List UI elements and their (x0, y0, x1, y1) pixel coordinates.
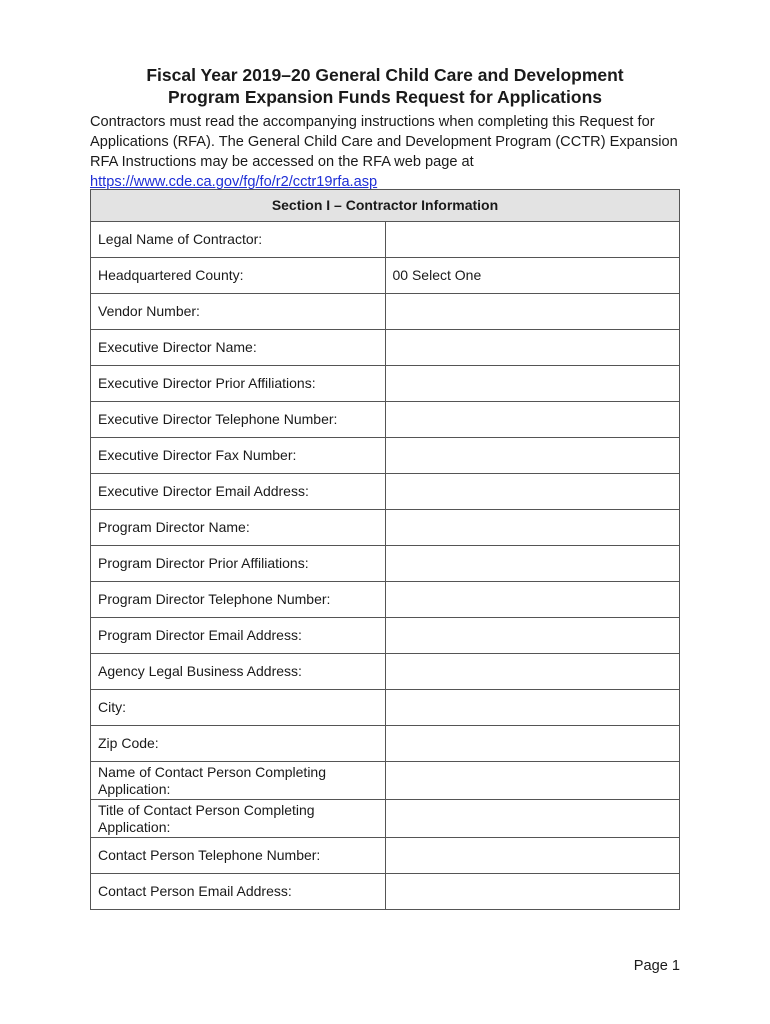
intro-paragraph (90, 112, 680, 192)
executive-director-telephone-field[interactable] (385, 402, 680, 438)
table-row (91, 690, 680, 726)
title-line-2: Program Expansion Funds Request for Applications (168, 87, 602, 107)
headquartered-county-label: Headquartered County: (91, 258, 386, 294)
program-director-name-label: Program Director Name: (91, 510, 386, 546)
table-row (91, 800, 680, 838)
executive-director-name-label: Executive Director Name: (91, 330, 386, 366)
rfa-web-page-link[interactable]: https://www.cde.ca.gov/fg/fo/r2/cctr19rfa.asp (90, 174, 378, 190)
page-number: Page 1 (633, 958, 680, 974)
executive-director-affiliations-label: Executive Director Prior Affiliations: (91, 366, 386, 402)
contact-person-email-field[interactable] (385, 874, 680, 910)
vendor-number-label: Vendor Number: (91, 294, 386, 330)
table-row (91, 330, 680, 366)
contact-person-name-label: Name of Contact Person Completing Application: (91, 762, 386, 800)
executive-director-email-label: Executive Director Email Address: (91, 474, 386, 510)
table-row (91, 258, 680, 294)
executive-director-fax-field[interactable] (385, 438, 680, 474)
table-row (91, 222, 680, 258)
legal-name-label: Legal Name of Contractor: (91, 222, 386, 258)
table-row (91, 474, 680, 510)
table-row (91, 762, 680, 800)
contact-person-title-field[interactable] (385, 800, 680, 838)
table-row (91, 654, 680, 690)
table-row (91, 510, 680, 546)
executive-director-email-field[interactable] (385, 474, 680, 510)
table-row (91, 874, 680, 910)
program-director-affiliations-field[interactable] (385, 546, 680, 582)
program-director-email-field[interactable] (385, 618, 680, 654)
contact-person-telephone-field[interactable] (385, 838, 680, 874)
executive-director-telephone-label: Executive Director Telephone Number: (91, 402, 386, 438)
zip-code-label: Zip Code: (91, 726, 386, 762)
executive-director-fax-label: Executive Director Fax Number: (91, 438, 386, 474)
legal-name-field[interactable] (385, 222, 680, 258)
section-header: Section I – Contractor Information (91, 190, 680, 222)
city-field[interactable] (385, 690, 680, 726)
contact-person-telephone-label: Contact Person Telephone Number: (91, 838, 386, 874)
program-director-telephone-label: Program Director Telephone Number: (91, 582, 386, 618)
contractor-information-table (90, 189, 680, 910)
section-header-row (91, 190, 680, 222)
contact-person-name-field[interactable] (385, 762, 680, 800)
contact-person-title-label: Title of Contact Person Completing Application: (91, 800, 386, 838)
program-director-affiliations-label: Program Director Prior Affiliations: (91, 546, 386, 582)
table-row (91, 294, 680, 330)
headquartered-county-select[interactable]: 00 Select One (385, 258, 680, 294)
title-line-1: Fiscal Year 2019–20 General Child Care and Development (146, 65, 624, 85)
program-director-email-label: Program Director Email Address: (91, 618, 386, 654)
table-row (91, 438, 680, 474)
city-label: City: (91, 690, 386, 726)
table-row (91, 582, 680, 618)
executive-director-affiliations-field[interactable] (385, 366, 680, 402)
document-title (90, 64, 680, 108)
table-row (91, 838, 680, 874)
table-row (91, 618, 680, 654)
zip-code-field[interactable] (385, 726, 680, 762)
contact-person-email-label: Contact Person Email Address: (91, 874, 386, 910)
program-director-telephone-field[interactable] (385, 582, 680, 618)
table-row (91, 366, 680, 402)
executive-director-name-field[interactable] (385, 330, 680, 366)
agency-address-field[interactable] (385, 654, 680, 690)
table-row (91, 726, 680, 762)
agency-address-label: Agency Legal Business Address: (91, 654, 386, 690)
intro-text: Contractors must read the accompanying instructions when completing this Request for Applications (RFA). The General Child Care and Development Program (CCTR) Expansion RFA Instructions may be accessed on the RFA web page at (90, 114, 678, 170)
table-row (91, 402, 680, 438)
vendor-number-field[interactable] (385, 294, 680, 330)
table-row (91, 546, 680, 582)
program-director-name-field[interactable] (385, 510, 680, 546)
